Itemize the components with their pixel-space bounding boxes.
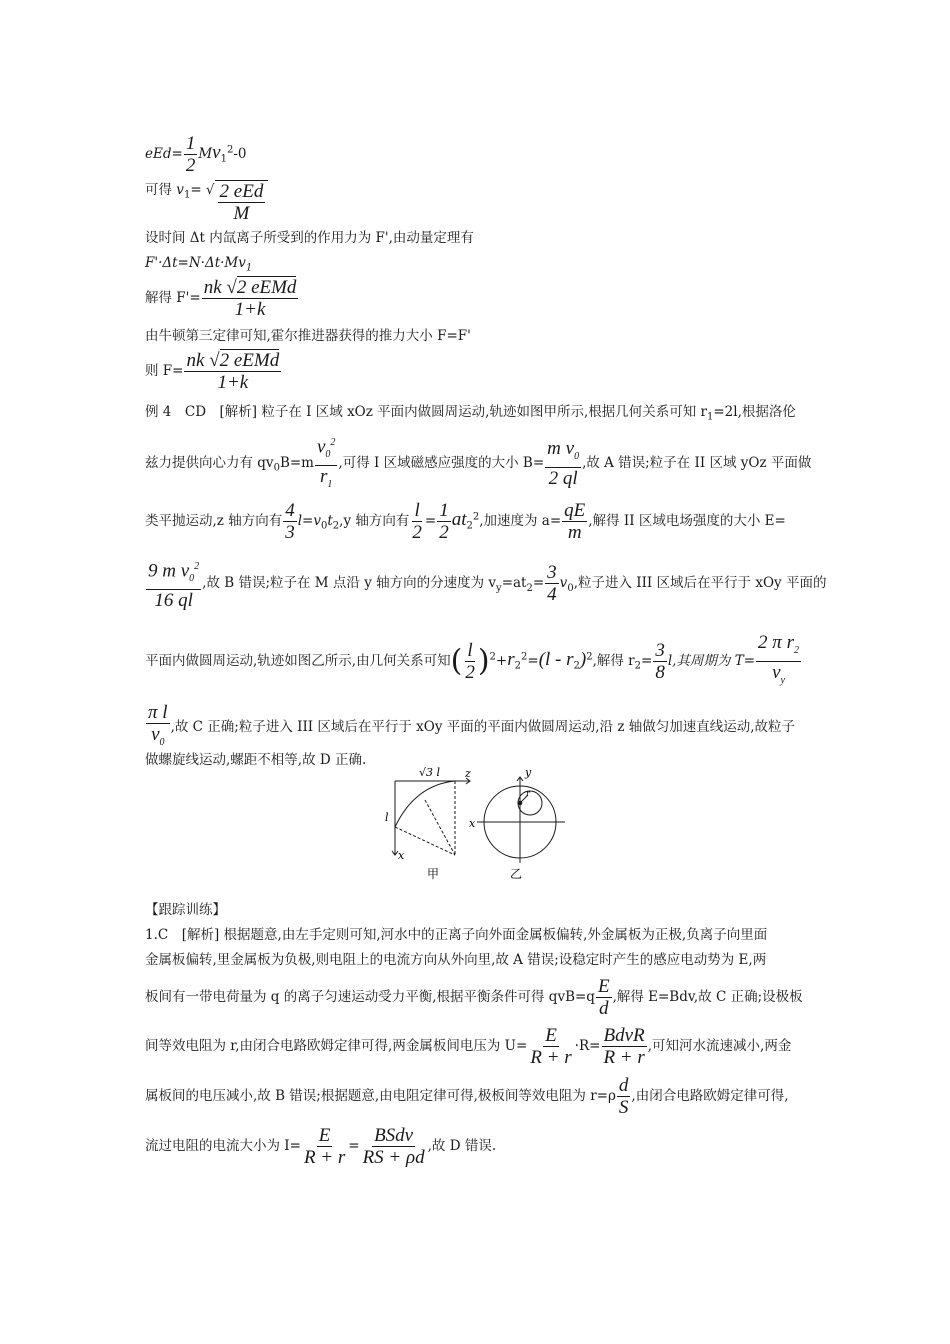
line-5	[145, 277, 299, 320]
fraction: $\frac{3}{4}$	[547, 562, 557, 606]
text: 则 F=	[145, 363, 184, 379]
ex4-line-1	[145, 402, 796, 428]
t1-line-5	[145, 1075, 789, 1118]
text: eEd=	[145, 146, 183, 162]
text: ,粒子进入 III 区域后在平行于 xOy 平面的	[573, 575, 827, 592]
fraction: $\frac{\text{nk √2 eEMd}}{1+k}$	[186, 350, 280, 393]
text: ,解得 II 区域电场强度的大小 E=	[588, 513, 786, 529]
text: 解得 F'=	[145, 290, 201, 306]
fraction: $\frac{1}{2}$	[439, 500, 449, 543]
label-x: x	[398, 849, 405, 862]
label-z: z	[465, 767, 471, 780]
ex4-line-6	[145, 702, 795, 753]
text: 例 4 CD [解析] 粒子在 I 区域 xOz 平面内做圆周运动,轨迹如图甲所示,根据几何关系可知 r	[145, 404, 707, 420]
text: 可得	[145, 182, 172, 198]
text: l=v	[297, 513, 321, 529]
radicand: 2 eEMd	[219, 350, 280, 371]
fraction: $\frac{E}{R + r}$	[530, 1025, 572, 1068]
sub: 1	[706, 411, 714, 423]
fraction: $\frac{\text{BSdv}}{RS + \rho d}$	[362, 1125, 425, 1168]
line-6: 由牛顿第三定律可知,霍尔推进器获得的推力大小 F=F'	[145, 328, 471, 344]
t1-line-6: 流过电阻的电流大小为 I= $\frac{E}{R + r}$ = $\frac{\text{BSdv}}{RS + \rho d}$ ,故 D 错误.	[145, 1125, 497, 1168]
line-3: 设时间 Δt 内氙离子所受到的作用力为 F',由动量定理有	[145, 230, 474, 246]
text: 平面内做圆周运动,轨迹如图乙所示,由几何关系可知	[145, 652, 451, 669]
text: ,解得 E=Bdv,故 C 正确;设极板	[612, 989, 803, 1005]
text: ,可得 I 区域磁感应强度的大小 B=	[338, 454, 545, 471]
text: -0	[233, 146, 247, 162]
num: 2 eEd	[219, 181, 264, 202]
text: ,故 A 错误;粒子在 II 区域 yOz 平面做	[582, 454, 812, 471]
t1-line-4: 间等效电阻为 r,由闭合电路欧姆定律可得,两金属板间电压为 U= $\frac{E}{R + r}$ ·R= $\frac{\text{BdvR}}{R + r}$ ,可知河水流速减小,两金	[145, 1025, 792, 1068]
line-2: 可得 $v_1=$ √ $\frac{\text{2 eEd}}{M}$	[145, 180, 268, 224]
den: r	[320, 466, 328, 488]
den: 16 ql	[154, 590, 193, 612]
text: =at	[501, 575, 527, 592]
ex4-line-7: 做螺旋线运动,螺距不相等,故 D 正确.	[145, 752, 367, 768]
text: ,可知河水流速减小,两金	[647, 1038, 792, 1054]
text: 板间有一带电荷量为 q 的离子匀速运动受力平衡,根据平衡条件可得 qvB=q	[145, 989, 595, 1005]
diagram-figure	[385, 765, 575, 880]
fraction: $\frac{\text{π l}}{v_0}$	[148, 702, 168, 748]
fraction: $\frac{l}{2}$	[465, 639, 475, 683]
label-yi: 乙	[510, 867, 523, 880]
figure	[385, 765, 575, 884]
text: l,其周期为 T=	[667, 652, 756, 669]
fraction	[218, 181, 266, 224]
section-title: 【跟踪训练】	[145, 902, 226, 918]
text: =2l,根据洛伦	[713, 404, 796, 420]
t1-line-2: 金属板偏转,里金属板为负极,则电阻上的电流方向从外向里,故 A 错误;设稳定时产生的感应电动势为 E,两	[145, 952, 767, 968]
fraction	[184, 133, 198, 176]
fraction: $\frac{9 m v_0^2}{16 ql}$	[146, 556, 201, 611]
text: ,加速度为 a=	[479, 513, 562, 529]
fraction: $\frac{E}{R + r}$	[303, 1125, 346, 1168]
den: M	[233, 203, 250, 224]
num: 1	[185, 133, 196, 154]
label-l: l	[385, 811, 389, 824]
ex4-line-3: 类平抛运动,z 轴方向有 $\frac{4}{3}$ $l=v_0t_2,y$ 轴方向有 $\frac{l}{2}$ = $\frac{1}{2}$ $at_2^2$,加速度为 a= $\frac{qE}{m}$ ,解得 II 区域电场强度的大小 E=	[145, 500, 786, 543]
label-y: y	[525, 766, 532, 779]
num: 9 m v	[148, 560, 190, 582]
sub: 1	[183, 189, 191, 201]
fraction: $\frac{2 \pi r_2}{v_y}$	[758, 632, 799, 686]
ex4-line-2: 兹力提供向心力有 $qv_0B=m$ $\frac{v_0^2}{r_1}$ ,可得 I 区域磁感应强度的大小 B= $\frac{m v_0}{2 ql}$ ,故 A 错误;粒子在 II 区域 yOz 平面做	[145, 432, 811, 495]
fraction: $\frac{\text{nk √2 eEMd}}{1+k}$	[203, 277, 297, 320]
text: ,y 轴方向有	[339, 513, 410, 529]
text: F'·Δt=N·Δt·Mv	[145, 255, 246, 271]
text: 兹力提供向心力有 qv	[145, 454, 274, 471]
num: v	[316, 436, 326, 458]
ex4-line-5: 平面内做圆周运动,轨迹如图乙所示,由几何关系可知( $\frac{l}{2}$ )$^2+r_2^2=(l - r_2)^2$,解得 $r_2=$ $\frac{3}{8}$ l,其周期为 T= $\frac{2 \pi r_2}{v_y}$	[145, 632, 802, 691]
text: ,故 B 错误;粒子在 M 点沿 y 轴方向的分速度为 v	[202, 575, 497, 592]
den: 1+k	[217, 372, 249, 393]
label-jia: 甲	[427, 867, 440, 880]
label-x2: x	[469, 817, 476, 830]
sup: 2	[226, 144, 234, 156]
text: 流过电阻的电流大小为 I=	[145, 1138, 301, 1154]
den: 2 ql	[548, 467, 578, 489]
fraction: $\frac{l}{2}$	[412, 500, 422, 543]
den: 2	[185, 155, 196, 176]
line-1	[145, 133, 246, 176]
radicand: 2 eEMd	[236, 277, 297, 298]
line-4	[145, 253, 252, 279]
var: v	[176, 182, 184, 198]
text: B=m	[279, 454, 314, 471]
label-sqrt3l: √3 l	[419, 766, 441, 779]
sub: 1	[245, 262, 253, 274]
fraction: $\frac{d}{S}$	[618, 1075, 629, 1118]
t1-line-3	[145, 976, 803, 1019]
fraction: $\frac{v_0^2}{r_1}$	[315, 432, 337, 495]
fraction: $\frac{\text{BdvR}}{R + r}$	[603, 1025, 645, 1068]
label-r: r	[526, 789, 530, 798]
text: 间等效电阻为 r,由闭合电路欧姆定律可得,两金属板间电压为 U=	[145, 1038, 528, 1054]
line-7	[145, 350, 282, 393]
fraction: $\frac{E}{d}$	[597, 976, 610, 1019]
fraction: $\frac{3}{8}$	[655, 639, 665, 683]
fraction: $\frac{m v_0}{2 ql}$	[547, 438, 580, 489]
var: v	[212, 142, 221, 163]
text: ,故 C 正确;粒子进入 III 区域后在平行于 xOy 平面的平面内做圆周运动,沿 z 轴做匀加速直线运动,故粒子	[170, 718, 796, 735]
num: m v	[547, 438, 575, 460]
text: ,由闭合电路欧姆定律可得,	[631, 1088, 789, 1104]
fraction: $\frac{qE}{m}$	[564, 500, 586, 543]
fraction: $\frac{4}{3}$	[285, 500, 295, 543]
text: ,解得 r	[592, 652, 635, 669]
num: nk	[203, 277, 222, 298]
text: M	[198, 146, 213, 162]
t1-line-1: 1.C [解析] 根据题意,由左手定则可知,河水中的正离子向外面金属板偏转,外金属板为正极,负离子向里面	[145, 927, 768, 943]
text: 类平抛运动,z 轴方向有	[145, 513, 283, 529]
text: ,故 D 错误.	[427, 1138, 497, 1154]
den: 1+k	[234, 299, 266, 320]
sqrt: √ $\frac{\text{2 eEd}}{M}$	[206, 180, 268, 224]
ex4-line-4: $\frac{9 m v_0^2}{16 ql}$ ,故 B 错误;粒子在 M 点沿 y 轴方向的分速度为 $v_y=at_2=$ $\frac{3}{4}$ $v_0$,粒子进入 III 区域后在平行于 xOy 平面的	[145, 556, 826, 611]
text: 属板间的电压减小,故 B 错误;根据题意,由电阻定律可得,极板间等效电阻为 r=ρ	[145, 1088, 616, 1104]
sub: 1	[220, 153, 227, 165]
num: nk	[186, 350, 205, 371]
